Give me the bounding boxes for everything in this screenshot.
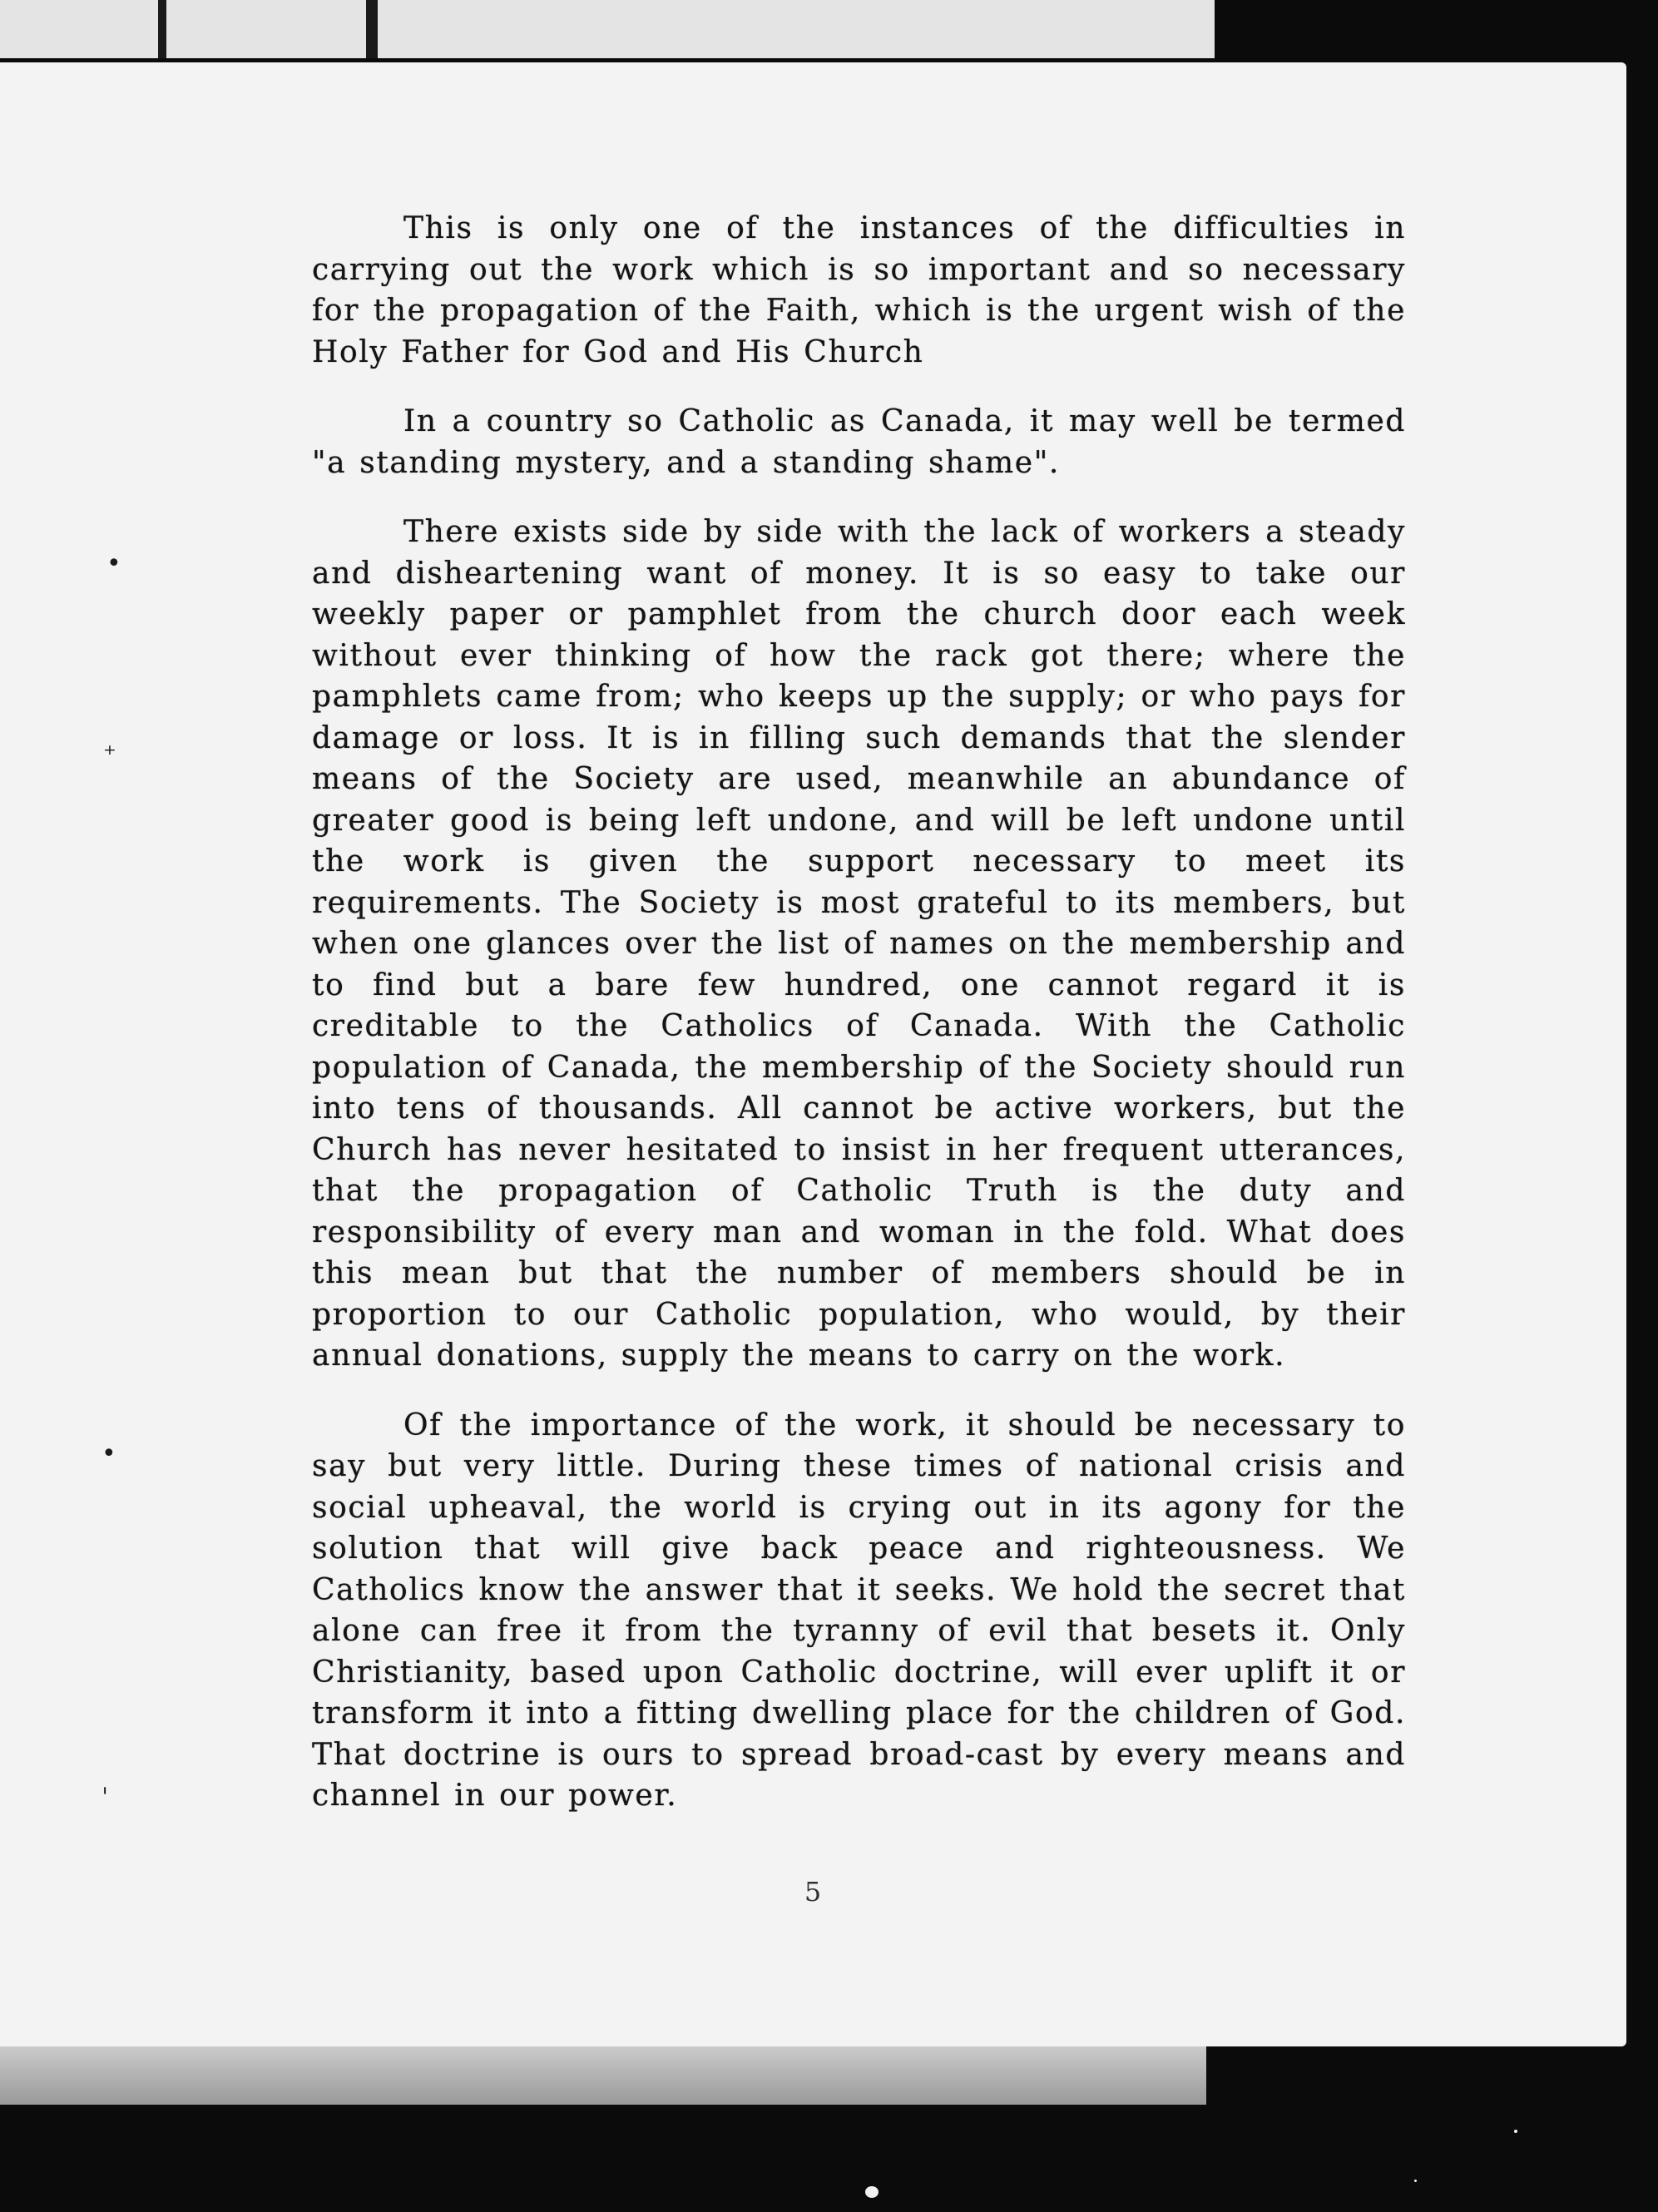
- page-number: 5: [804, 1876, 823, 1908]
- scan-speck: [1514, 2130, 1517, 2133]
- margin-mark: ˌ: [101, 1768, 109, 1797]
- document-page: [0, 62, 1626, 2046]
- paragraph: Of the importance of the work, it should be necessary to say but very little. During these times of national crisis and social upheaval, the world is crying out in its agony for the solution that will give back peace and righteousness. We Catholics know the answer that it seeks. We hold the secret that alone can free it from the tyranny of evil that besets it. Only Christianity, based upon Catholic doctrine, will ever uplift it or transform it into a fitting dwelling place for the children of God. That doctrine is ours to spread broad-cast by every means and channel in our power.: [312, 1408, 1406, 1813]
- scan-top-mark: [366, 0, 378, 58]
- scan-top-mark: [158, 0, 166, 58]
- margin-mark: ⁺: [103, 740, 116, 769]
- body-text: [312, 208, 1406, 1845]
- margin-mark: •: [106, 549, 121, 578]
- paragraph: In a country so Catholic as Canada, it may well be termed "a standing mystery, and a standing shame".: [312, 404, 1406, 480]
- paragraph: This is only one of the instances of the difficulties in carrying out the work which is so important and so necessary for the propagation of the Faith, which is the urgent wish of the Holy Father for God and His Church: [312, 211, 1406, 369]
- scan-top-strip: [0, 0, 1215, 58]
- scan-speck: [1414, 2180, 1417, 2182]
- scan-speck: [865, 2186, 878, 2198]
- paragraph: There exists side by side with the lack of workers a steady and disheartening want of money. It is so easy to take our weekly paper or pamphlet from the church door each week without ever thinking of how the rack got there; where the pamphlets came from; who keeps up the supply; or who pays for damage or loss. It is in filling such demands that the slender means of the Society are used, meanwhile an abundance of greater good is being left undone, and will be left undone until the work is given the support necessary to meet its requirements. The Society is most grateful to its members, but when one glances over the list of names on the membership and to find but a bare few hundred, one cannot regard it is creditable to the Catholics of Canada. With the Catholic population of Canada, the membership of the Society should run into tens of thousands. All cannot be active workers, but the Church has never hesitated to insist in her frequent utterances, that the propagation of Catholic Truth is the duty and responsibility of every man and woman in the fold. What does this mean but that the number of members should be in proportion to our Catholic population, who would, by their annual donations, supply the means to carry on the work.: [312, 515, 1406, 1373]
- margin-mark: •: [101, 1439, 116, 1468]
